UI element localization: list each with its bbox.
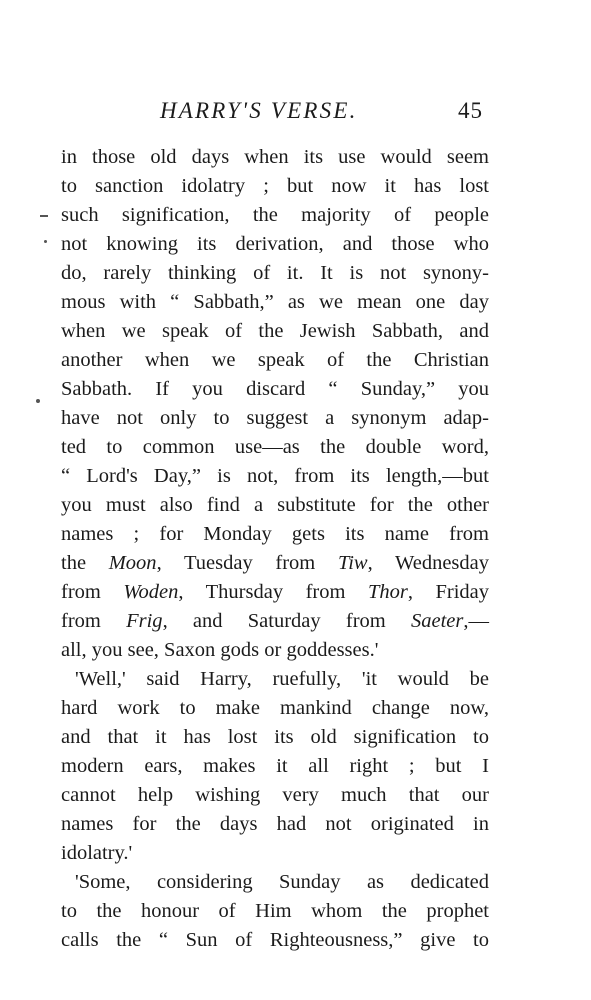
text-line: the Moon, Tuesday from Tiw, Wednesday [61,552,489,574]
text-line: not knowing its derivation, and those who [61,233,489,255]
text-line: another when we speak of the Christian [61,349,489,371]
text-line: from Woden, Thursday from Thor, Friday [61,581,489,603]
text-line: all, you see, Saxon gods or goddesses.' [61,639,379,661]
text-line: names ; for Monday gets its name from [61,523,489,545]
text-line: from Frig, and Saturday from Saeter,— [61,610,489,632]
text-line: calls the “ Sun of Righteousness,” give to [61,929,489,951]
margin-mark [40,215,48,217]
text-line: such signification, the majority of people [61,204,489,226]
text-line: names for the days had not originated in [61,813,489,835]
text-line: “ Lord's Day,” is not, from its length,—but [61,465,489,487]
text-line: to the honour of Him whom the prophet [61,900,489,922]
text-line: ted to common use—as the double word, [61,436,489,458]
text-line: idolatry.' [61,842,133,864]
margin-mark [36,399,40,403]
page-header [0,98,591,138]
margin-mark [44,240,47,243]
body-text [61,143,489,955]
page-number: 45 [458,98,483,123]
text-line: mous with “ Sabbath,” as we mean one day [61,291,489,313]
text-line: 'Some, considering Sunday as dedicated [75,871,489,893]
text-line: modern ears, makes it all right ; but I [61,755,489,777]
text-line: in those old days when its use would seem [61,146,489,168]
text-line: to sanction idolatry ; but now it has lost [61,175,489,197]
text-line: have not only to suggest a synonym adap- [61,407,489,429]
text-line: you must also find a substitute for the other [61,494,489,516]
text-line: 'Well,' said Harry, ruefully, 'it would be [75,668,489,690]
text-line: Sabbath. If you discard “ Sunday,” you [61,378,489,400]
running-title: HARRY'S VERSE. [160,98,358,123]
text-line: when we speak of the Jewish Sabbath, and [61,320,489,342]
text-line: hard work to make mankind change now, [61,697,489,719]
text-line: and that it has lost its old signification to [61,726,489,748]
text-line: do, rarely thinking of it. It is not synony- [61,262,489,284]
text-line: cannot help wishing very much that our [61,784,489,806]
